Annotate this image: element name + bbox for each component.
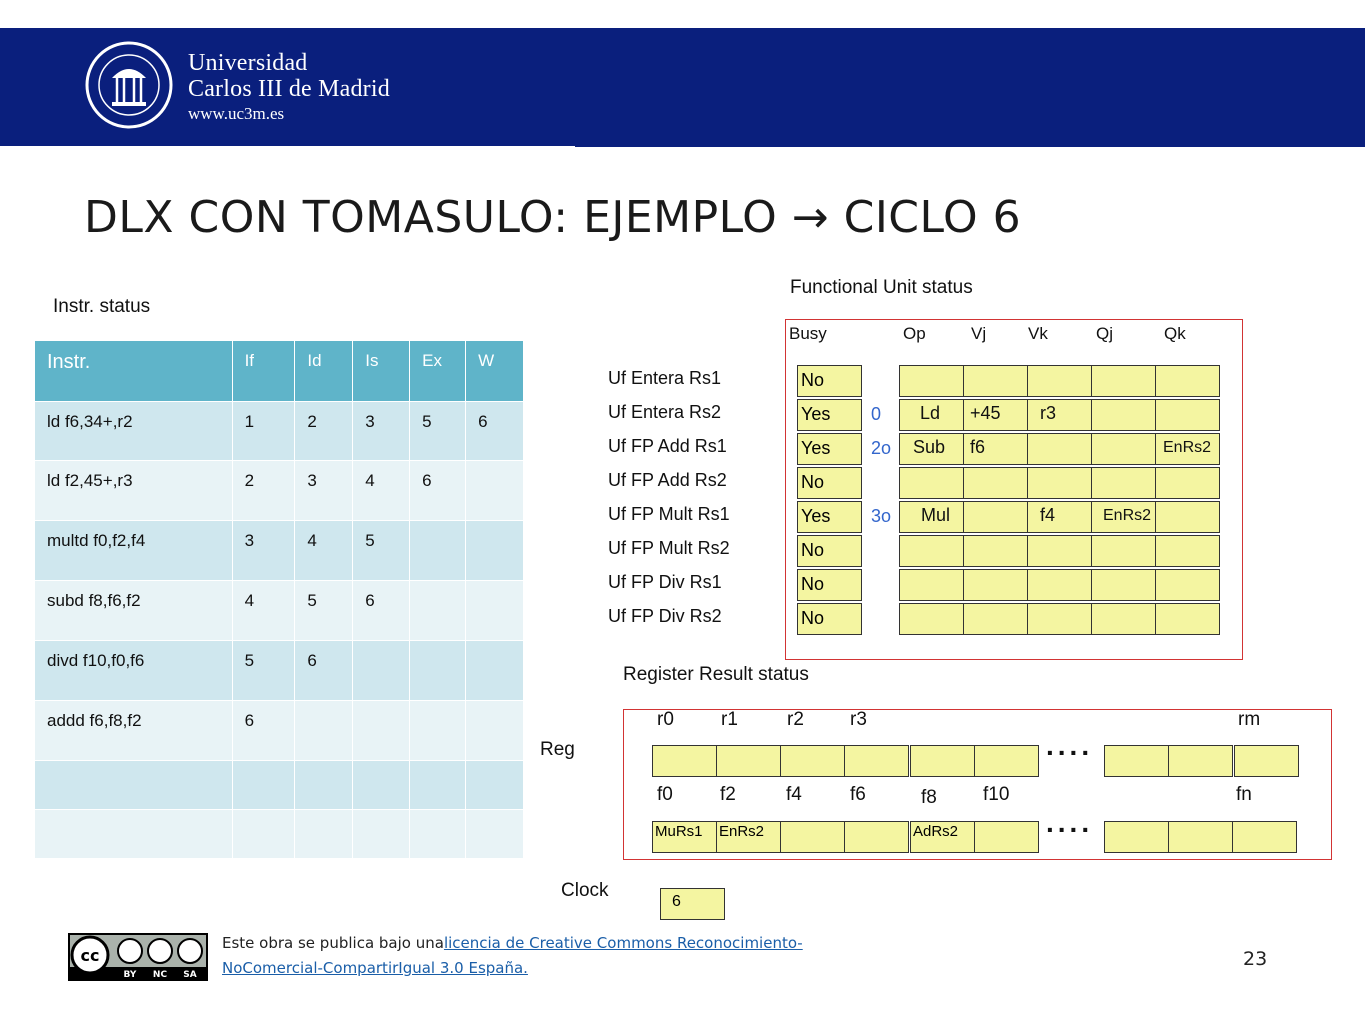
fu-qk-value: EnRs2 xyxy=(1163,439,1212,456)
fu-unit-name: Uf FP Mult Rs2 xyxy=(608,538,730,558)
instr-table-cell xyxy=(295,701,353,761)
fu-field-cell xyxy=(1155,569,1220,601)
fp-reg-cell xyxy=(1232,821,1297,853)
instr-table-header-row xyxy=(35,341,524,402)
fu-field-cell xyxy=(1027,501,1092,533)
fp-reg-f10: f10 xyxy=(983,784,1010,805)
col-header-if: If xyxy=(232,341,295,402)
fu-field-cell xyxy=(963,501,1028,533)
instr-table-row xyxy=(35,581,524,641)
clock-label: Clock xyxy=(561,880,609,901)
col-header-is: Is xyxy=(353,341,410,402)
fu-busy-value: No xyxy=(801,540,825,560)
fu-unit-name: Uf FP Add Rs2 xyxy=(608,470,727,490)
reg-label: Reg xyxy=(540,739,575,760)
instr-table-cell: 3 xyxy=(295,461,353,521)
fu-header-vk: Vk xyxy=(1028,324,1048,343)
int-reg-cell xyxy=(780,745,845,777)
fu-vk-value: f4 xyxy=(1040,505,1056,525)
int-reg-cell xyxy=(974,745,1039,777)
fu-busy-value: No xyxy=(801,574,825,594)
fu-field-cell xyxy=(1155,535,1220,567)
fu-busy-value: No xyxy=(801,370,825,390)
col-header-instr: Instr. xyxy=(35,341,233,402)
fu-field-cell xyxy=(1027,569,1092,601)
instr-table-row xyxy=(35,402,524,461)
instr-table-cell: ld f2,45+,r3 xyxy=(35,461,233,521)
instr-table-cell xyxy=(353,810,410,859)
fp-reg-f8: f8 xyxy=(921,787,937,808)
fp-reg-f2: f2 xyxy=(720,784,736,805)
fp-reg-cell xyxy=(716,821,781,853)
int-reg-r1: r1 xyxy=(721,709,738,730)
fu-field-cell xyxy=(1155,467,1220,499)
instr-table-row xyxy=(35,521,524,581)
int-reg-ellipsis: .... xyxy=(1046,730,1094,761)
fp-reg-value: MuRs1 xyxy=(655,823,703,840)
fu-status-label: Functional Unit status xyxy=(790,277,973,298)
instr-table-cell xyxy=(466,581,524,641)
instr-table-cell: 4 xyxy=(232,581,295,641)
fu-busy-value: Yes xyxy=(801,404,831,424)
int-reg-cell xyxy=(1104,745,1169,777)
fu-field-cell xyxy=(1155,603,1220,635)
instr-table-cell xyxy=(466,810,524,859)
license-text xyxy=(222,931,902,981)
instr-table-row xyxy=(35,461,524,521)
fu-field-cell xyxy=(899,467,964,499)
int-reg-cell xyxy=(1234,745,1299,777)
instr-table-row xyxy=(35,761,524,810)
fu-busy-cell xyxy=(797,569,862,601)
fu-field-cell xyxy=(963,535,1028,567)
instr-table-cell: divd f10,f0,f6 xyxy=(35,641,233,701)
fu-field-cell xyxy=(963,603,1028,635)
instr-table-row xyxy=(35,701,524,761)
fu-busy-cell xyxy=(797,603,862,635)
fp-reg-f6: f6 xyxy=(850,784,866,805)
fu-busy-cell xyxy=(797,467,862,499)
fu-field-cell xyxy=(899,569,964,601)
int-reg-rm: rm xyxy=(1238,709,1261,730)
instr-table-cell: 4 xyxy=(295,521,353,581)
instr-table-cell: ld f6,34+,r2 xyxy=(35,402,233,461)
fu-unit-name: Uf FP Div Rs1 xyxy=(608,572,722,592)
instr-table-cell xyxy=(466,521,524,581)
clock-value: 6 xyxy=(672,893,681,910)
instr-table-cell: 1 xyxy=(232,402,295,461)
fu-qj-value: EnRs2 xyxy=(1103,507,1152,524)
instr-table-cell: 6 xyxy=(466,402,524,461)
university-name-line2: Carlos III de Madrid xyxy=(188,76,390,102)
reg-status-label: Register Result status xyxy=(623,664,809,685)
instr-table-cell xyxy=(410,810,466,859)
university-name-line1: Universidad xyxy=(188,50,308,76)
fu-time-value: 2o xyxy=(871,438,892,458)
instr-table-cell: 2 xyxy=(232,461,295,521)
fu-unit-name: Uf FP Mult Rs1 xyxy=(608,504,730,524)
fu-field-cell xyxy=(963,467,1028,499)
fu-field-cell xyxy=(1091,365,1156,397)
instr-table-cell: 3 xyxy=(232,521,295,581)
fu-busy-value: No xyxy=(801,608,825,628)
page-number: 23 xyxy=(1243,948,1268,970)
int-reg-r3: r3 xyxy=(850,709,867,730)
instr-table-cell: 6 xyxy=(410,461,466,521)
fu-busy-value: Yes xyxy=(801,438,831,458)
fu-field-cell xyxy=(899,603,964,635)
instr-table-cell xyxy=(410,761,466,810)
fp-reg-ellipsis: .... xyxy=(1046,807,1094,838)
instr-table-cell: 6 xyxy=(232,701,295,761)
instr-table-cell xyxy=(232,810,295,859)
fu-field-cell xyxy=(1027,399,1092,431)
creative-commons-badge-icon[interactable] xyxy=(68,933,208,981)
fu-busy-cell xyxy=(797,501,862,533)
instr-table-cell: 6 xyxy=(353,581,410,641)
instr-table-cell xyxy=(410,521,466,581)
cc-by-text: BY xyxy=(123,970,137,980)
instr-table-row xyxy=(35,810,524,859)
instr-table-cell xyxy=(466,701,524,761)
instr-table-cell xyxy=(35,761,233,810)
fu-field-cell xyxy=(1155,501,1220,533)
fu-field-cell xyxy=(1027,365,1092,397)
fu-field-cell xyxy=(1091,399,1156,431)
instr-table-cell xyxy=(353,761,410,810)
col-header-id: Id xyxy=(295,341,353,402)
instr-table-cell: 4 xyxy=(353,461,410,521)
int-reg-cell xyxy=(716,745,781,777)
fu-busy-cell xyxy=(797,433,862,465)
instr-table-cell xyxy=(353,641,410,701)
instr-table-cell: addd f6,f8,f2 xyxy=(35,701,233,761)
fp-reg-cell xyxy=(780,821,845,853)
int-reg-cell xyxy=(1168,745,1233,777)
fp-reg-value: AdRs2 xyxy=(913,823,959,840)
fu-busy-value: No xyxy=(801,472,825,492)
instr-table-cell: 2 xyxy=(295,402,353,461)
fu-op-value: Mul xyxy=(921,505,951,525)
fu-header-vj: Vj xyxy=(971,324,987,343)
fu-field-cell xyxy=(1091,535,1156,567)
fu-unit-name: Uf FP Add Rs1 xyxy=(608,436,727,456)
instr-table-cell xyxy=(35,810,233,859)
fu-vj-value: f6 xyxy=(970,437,986,457)
fp-reg-cell xyxy=(910,821,975,853)
fu-unit-name: Uf Entera Rs1 xyxy=(608,368,722,388)
fu-op-value: Sub xyxy=(913,437,946,457)
instr-status-label: Instr. status xyxy=(53,296,151,317)
fu-busy-cell xyxy=(797,365,862,397)
university-seal-icon xyxy=(84,40,174,130)
slide-title: DLX CON TOMASULO: EJEMPLO → CICLO 6 xyxy=(84,192,1022,243)
fu-field-cell xyxy=(1027,433,1092,465)
fu-time-value: 0 xyxy=(871,404,882,424)
fu-field-cell xyxy=(1091,569,1156,601)
fu-vj-value: +45 xyxy=(970,403,1001,423)
fp-reg-value: EnRs2 xyxy=(719,823,765,840)
instr-table-cell: 5 xyxy=(232,641,295,701)
instr-table-cell xyxy=(466,641,524,701)
fu-busy-cell xyxy=(797,535,862,567)
fu-busy-value: Yes xyxy=(801,506,831,526)
int-reg-cell xyxy=(652,745,717,777)
fu-header-qj: Qj xyxy=(1096,324,1113,343)
fu-header-busy: Busy xyxy=(789,324,827,343)
fu-op-value: Ld xyxy=(920,403,941,423)
fu-field-cell xyxy=(1027,603,1092,635)
instr-table-cell xyxy=(295,761,353,810)
fu-time-value: 3o xyxy=(871,506,892,526)
fu-unit-name: Uf FP Div Rs2 xyxy=(608,606,722,626)
fu-field-cell xyxy=(899,535,964,567)
fp-reg-cell xyxy=(1104,821,1169,853)
instr-table-cell: 3 xyxy=(353,402,410,461)
instr-table-cell: 5 xyxy=(353,521,410,581)
int-reg-cell xyxy=(844,745,909,777)
svg-text:cc: cc xyxy=(80,946,100,965)
int-reg-r0: r0 xyxy=(657,709,674,730)
instr-table-cell: 6 xyxy=(295,641,353,701)
instr-table-cell: 5 xyxy=(295,581,353,641)
fu-field-cell xyxy=(963,569,1028,601)
instr-table-cell xyxy=(232,761,295,810)
license-prefix: Este obra se publica bajo una xyxy=(222,934,444,952)
fp-reg-cell xyxy=(844,821,909,853)
fu-unit-name: Uf Entera Rs2 xyxy=(608,402,722,422)
fu-header-qk: Qk xyxy=(1164,324,1186,343)
instr-table-cell xyxy=(466,761,524,810)
instr-table-cell: multd f0,f2,f4 xyxy=(35,521,233,581)
instr-table-cell: 5 xyxy=(410,402,466,461)
instr-table-cell xyxy=(410,581,466,641)
fu-field-cell xyxy=(1091,433,1156,465)
instr-table-cell: subd f8,f6,f2 xyxy=(35,581,233,641)
instr-table-cell xyxy=(410,701,466,761)
cc-sa-text: SA xyxy=(183,970,197,980)
instr-table-cell xyxy=(295,810,353,859)
instr-table-cell xyxy=(353,701,410,761)
fp-reg-fn: fn xyxy=(1236,784,1252,805)
instr-table-cell xyxy=(410,641,466,701)
fp-reg-f4: f4 xyxy=(786,784,802,805)
fu-field-cell xyxy=(899,365,964,397)
fp-reg-cell xyxy=(1168,821,1233,853)
fu-field-cell xyxy=(1091,603,1156,635)
fp-reg-f0: f0 xyxy=(657,784,673,805)
fp-reg-cell xyxy=(974,821,1039,853)
fu-field-cell xyxy=(963,365,1028,397)
fu-field-cell xyxy=(1155,365,1220,397)
int-reg-cell xyxy=(910,745,975,777)
clock-value-box xyxy=(660,888,725,920)
instr-table-row xyxy=(35,641,524,701)
fu-field-cell xyxy=(1027,535,1092,567)
col-header-w: W xyxy=(466,341,524,402)
fu-field-cell xyxy=(1155,399,1220,431)
instr-table-cell xyxy=(466,461,524,521)
fu-header-op: Op xyxy=(903,324,926,343)
col-header-ex: Ex xyxy=(410,341,466,402)
fu-busy-cell xyxy=(797,399,862,431)
license-link[interactable]: licencia de Creative Commons Reconocimiento-NoComercial-CompartirIgual 3.0 España. xyxy=(222,934,803,977)
fu-vk-value: r3 xyxy=(1040,403,1057,423)
fu-field-cell xyxy=(1027,467,1092,499)
university-website: www.uc3m.es xyxy=(188,104,285,123)
instr-status-table xyxy=(34,340,524,859)
fu-field-cell xyxy=(1091,467,1156,499)
int-reg-r2: r2 xyxy=(787,709,804,730)
header-divider xyxy=(575,145,1365,147)
fp-reg-cell xyxy=(652,821,717,853)
cc-nc-text: NC xyxy=(152,970,168,980)
